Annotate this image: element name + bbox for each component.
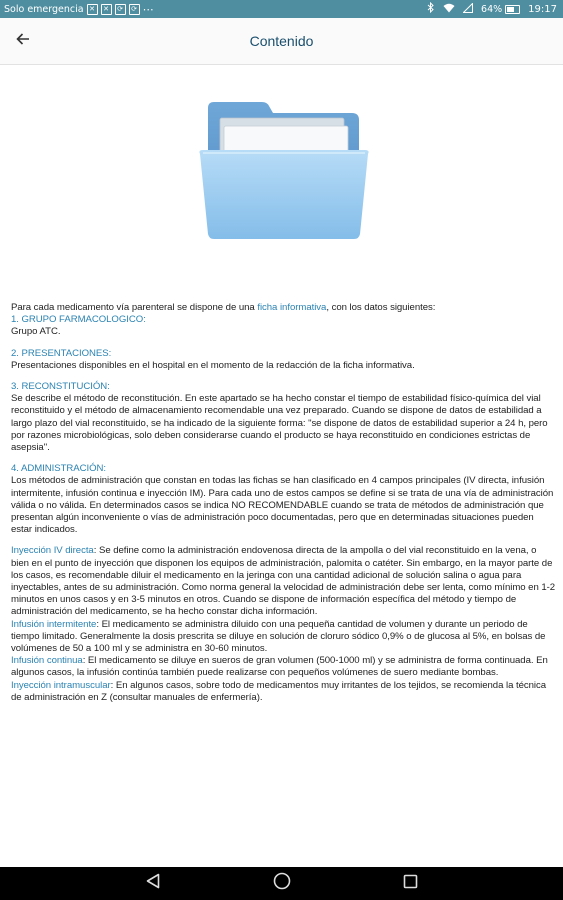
section-title: 4. ADMINISTRACIÓN: <box>11 463 107 475</box>
section-presentaciones <box>11 348 556 372</box>
section-text: Presentaciones disponibles en el hospital en el momento de la redacción de la ficha informativa. <box>11 359 415 371</box>
bluetooth-icon <box>427 2 435 16</box>
back-button[interactable] <box>0 18 46 64</box>
method-text: : El medicamento se diluye en sueros de gran volumen (500-1000 ml) y se administra de forma continuada. En algunos casos, la infusión continúa también puede realizarse con pequeños volúmenes de suero mediante bombas. <box>11 655 548 679</box>
method-label: Inyección IV directa <box>11 545 94 557</box>
battery-percent: 64% <box>481 3 503 15</box>
status-bar-right <box>427 2 563 16</box>
method-label: Inyección intramuscular <box>11 679 111 691</box>
section-title: 1. GRUPO FARMACOLOGICO: <box>11 314 146 326</box>
method-infusion-continua <box>11 655 556 679</box>
back-triangle-icon <box>146 873 160 894</box>
sim-icon: ✕ <box>87 4 98 15</box>
nav-home-button[interactable] <box>270 872 294 896</box>
intro-text-end: , con los datos siguientes: <box>326 302 436 313</box>
battery-icon <box>505 5 520 14</box>
intro-paragraph <box>11 302 556 314</box>
app-bar <box>0 18 563 65</box>
status-bar-left <box>0 3 154 16</box>
section-title: 3. RECONSTITUCIÓN: <box>11 381 110 393</box>
ficha-informativa-link[interactable]: ficha informativa <box>257 302 327 313</box>
method-infusion-intermitente <box>11 619 556 656</box>
sim-icon: ✕ <box>101 4 112 15</box>
section-text: Se describe el método de reconstitución. En este apartado se ha hecho constar el tiempo de estabilidad físico-química del vial reconstituido y el método de almacenamiento recomendable una vez preparado. Cuando se dispone de datos de estabilidad a largo plazo del vial reconstituido, se ha indicado de la siguiente forma: "se dispone de datos de estabilidad superior a 24 h, pero por razones microbiológicas, solo deben considerarse cuando el producto se haya reconstituido en condiciones estrictas de asepsia". <box>11 393 548 454</box>
content-body <box>11 302 556 704</box>
section-reconstitucion <box>11 381 556 454</box>
carrier-label: Solo emergencia <box>4 3 84 15</box>
method-inyeccion-intramuscular <box>11 680 556 704</box>
folder-icon <box>196 96 372 242</box>
section-grupo-farmacologico <box>11 314 556 338</box>
sync-icon: ⟳ <box>129 4 140 15</box>
section-text: Los métodos de administración que constan en todas las fichas se han clasificado en 4 campos principales (IV directa, infusión intermitente, infusión continua e inyección IM). Para cada uno de estos campos se define si se trata de una vía de administración válida o no válida. En determinados casos se indica NO RECOMENDABLE cuando se trata de métodos de administración que presentan algún inconveniente o vías de administración poco documentadas, pero que en determinadas situaciones pueden estar indicados. <box>11 475 554 536</box>
recents-square-icon <box>403 874 418 894</box>
arrow-left-icon <box>16 32 30 51</box>
status-bar <box>0 0 563 18</box>
folder-illustration <box>196 96 372 242</box>
system-nav-bar <box>0 867 563 900</box>
method-text: : El medicamento se administra diluido con una pequeña cantidad de volumen y durante un periodo de tiempo limitado. Generalmente la dosis prescrita se diluye en solución de cloruro sódico 0,9% o de glucosa al 5%, en bolsas de volúmenes de 50 a 100 ml y se administra en 30-60 minutos. <box>11 618 546 655</box>
method-label: Infusión continua <box>11 655 83 667</box>
method-text: : Se define como la administración endovenosa directa de la ampolla o del vial reconstituido en la vena, o bien en el punto de inyección que disponen los equipos de administración, palomita o catéter. Sin embargo, en la mayor parte de los casos, es recomendable diluir el medicamento en la jeringa con una cantidad adicional de solución salina o agua para inyectables, antes de su administración. Como norma general la velocidad de administración debe ser lenta, como mínimo en 1-2 minutos en unos casos y en 3-5 minutos en otros. Cuando se dispone de información específica del método y tiempo de administración del medicamento, se ha hecho constar dicha información. <box>11 545 556 618</box>
section-administracion <box>11 463 556 536</box>
method-text: : En algunos casos, sobre todo de medicamentos muy irritantes de los tejidos, se recomienda la técnica de administración en Z (consultar manuales de enfermería). <box>11 679 547 703</box>
page-title: Contenido <box>249 33 314 49</box>
method-iv-directa <box>11 545 556 618</box>
method-label: Infusión intermitente <box>11 618 97 630</box>
intro-text: Para cada medicamento vía parenteral se dispone de una <box>11 302 258 313</box>
nav-back-button[interactable] <box>141 872 165 896</box>
home-circle-icon <box>273 872 291 895</box>
nav-recents-button[interactable] <box>399 872 423 896</box>
sync-icon: ⟳ <box>115 4 126 15</box>
section-title: 2. PRESENTACIONES: <box>11 347 112 359</box>
section-text: Grupo ATC. <box>11 326 61 338</box>
signal-icon <box>463 3 473 16</box>
wifi-icon <box>443 3 455 16</box>
battery-indicator <box>481 4 520 15</box>
dots-icon: ⋯ <box>142 2 154 16</box>
clock: 19:17 <box>528 3 557 15</box>
